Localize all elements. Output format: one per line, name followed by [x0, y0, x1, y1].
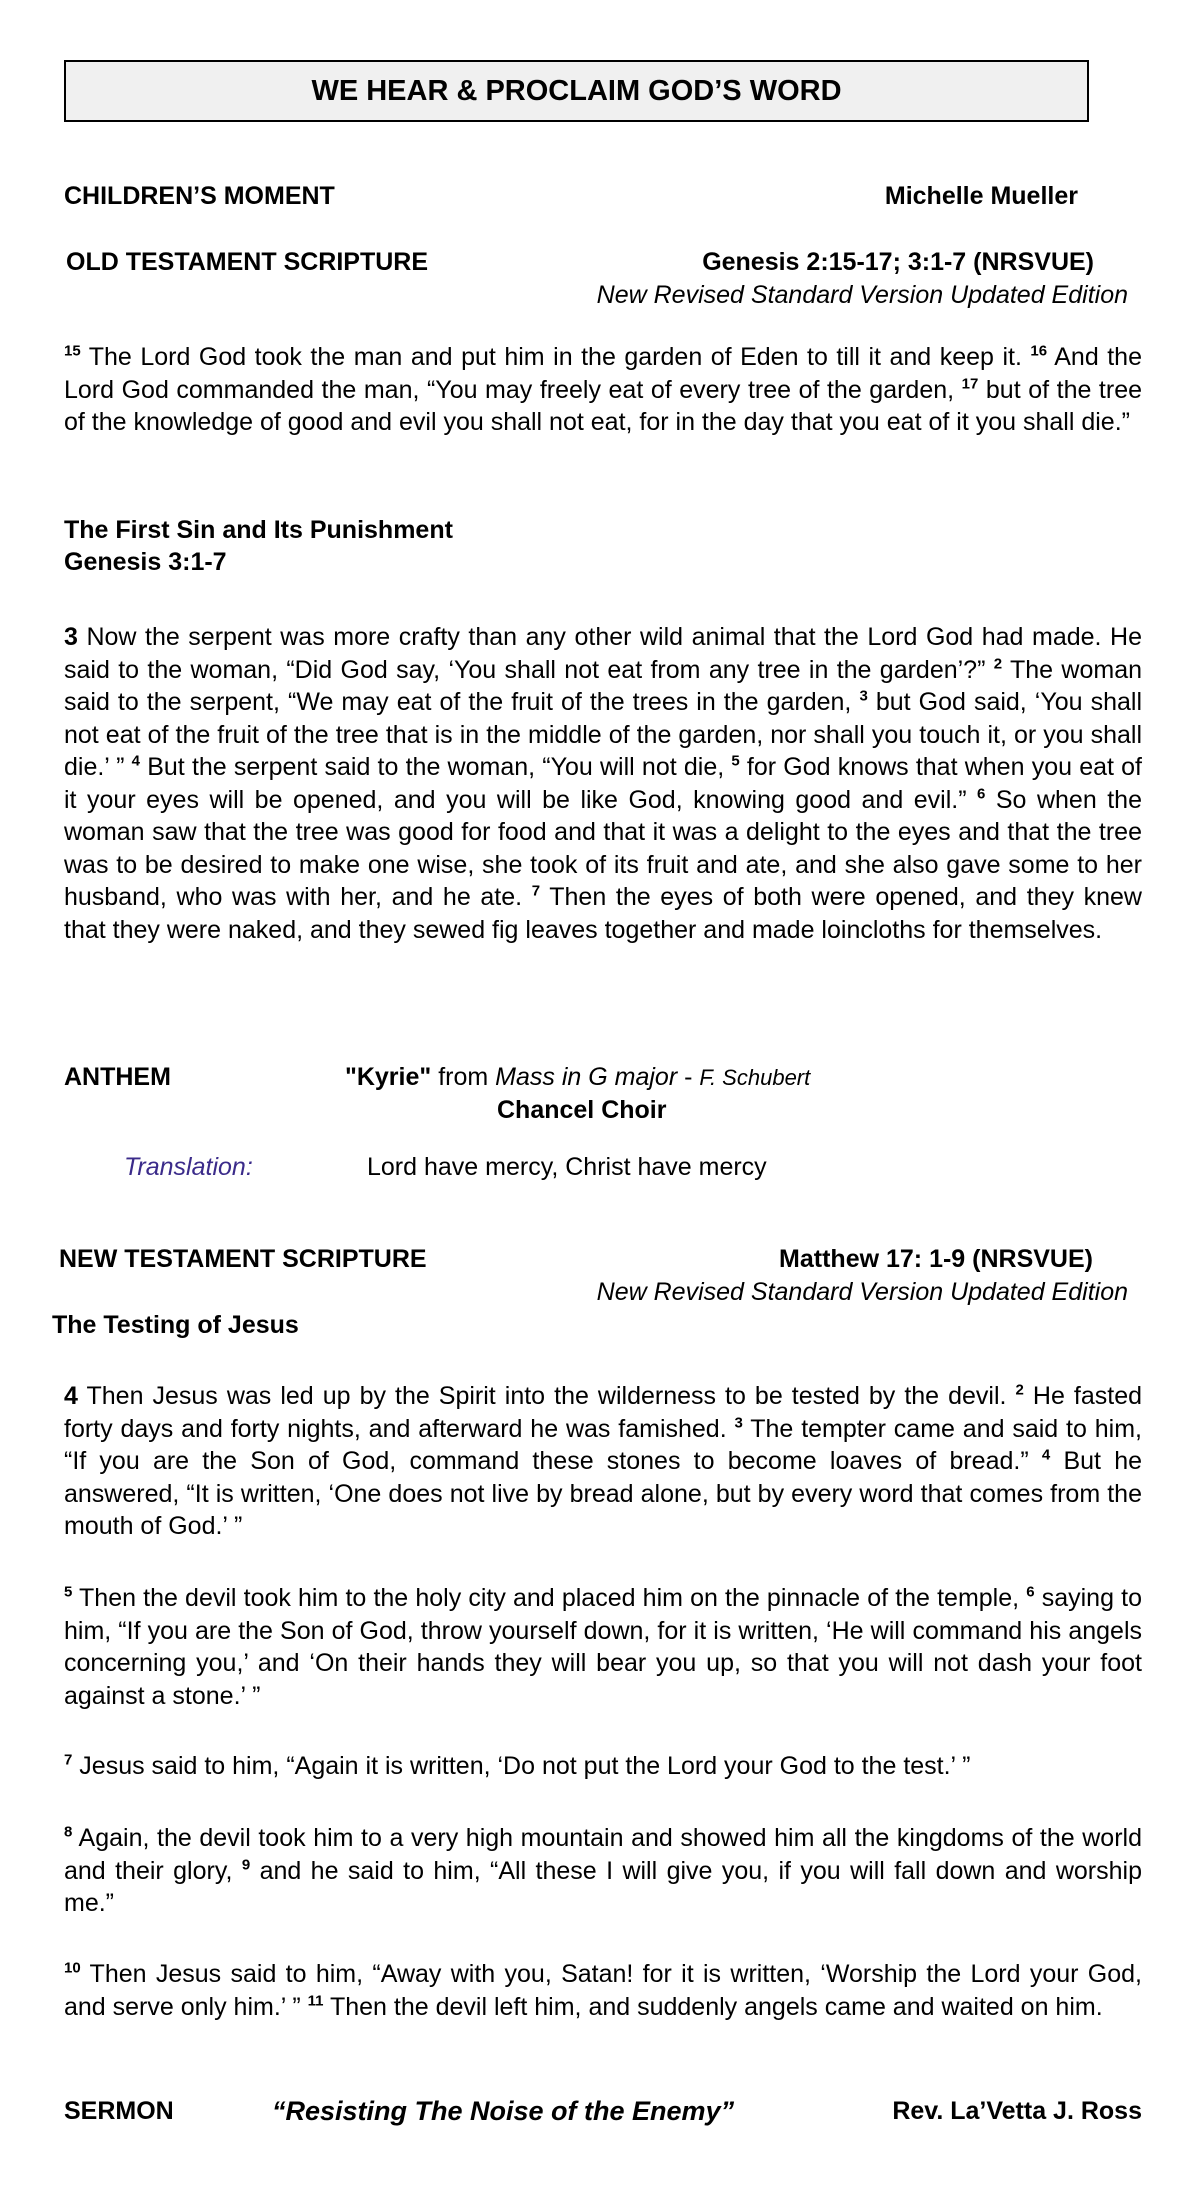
verse-text: But the serpent said to the woman, “You will not die,	[140, 753, 732, 781]
nt-label: NEW TESTAMENT SCRIPTURE	[59, 1245, 427, 1273]
nt-paragraph-5	[64, 1958, 1142, 2023]
verse-number: 3	[859, 687, 868, 705]
ot-paragraph-1	[64, 341, 1142, 439]
verse-text: The tempter came and said to him, “If you are the Son of God, command these stones to become loaves of bread.”	[64, 1414, 1142, 1475]
verse-number: 6	[977, 785, 986, 803]
childrens-moment-label: CHILDREN’S MOMENT	[64, 182, 335, 210]
verse-text: saying to him, “If you are the Son of God, throw yourself down, for it is written, ‘He will command his angels concerning you,’ and ‘On their hands they will bear you up, so that you will not dash your foot against a stone.’ ”	[64, 1584, 1142, 1710]
anthem-title: "Kyrie"	[345, 1063, 432, 1091]
nt-heading: The Testing of Jesus	[52, 1311, 299, 1339]
nt-paragraph-4	[64, 1822, 1142, 1920]
verse-number: 7	[64, 1751, 73, 1769]
ot-heading-reference: Genesis 3:1-7	[64, 548, 227, 576]
nt-reference: Matthew 17: 1-9 (NRSVUE)	[779, 1245, 1093, 1273]
verse-text: And the Lord God commanded the man, “You may freely eat of every tree of the garden,	[64, 343, 1142, 404]
anthem-work: Mass in G major	[495, 1063, 678, 1091]
verse-text: Jesus said to him, “Again it is written, ‘Do not put the Lord your God to the test.’ ”	[72, 1752, 971, 1780]
sermon-preacher: Rev. La’Vetta J. Ross	[892, 2097, 1142, 2125]
section-banner: WE HEAR & PROCLAIM GOD’S WORD	[64, 60, 1089, 122]
verse-number: 7	[531, 882, 541, 900]
ot-version: New Revised Standard Version Updated Edition	[596, 281, 1128, 309]
sermon-label: SERMON	[64, 2097, 174, 2125]
verse-text: Then Jesus was led up by the Spirit into the wilderness to be tested by the devil.	[77, 1382, 1016, 1410]
verse-text: and he said to him, “All these I will give you, if you will fall down and worship me.”	[64, 1856, 1142, 1917]
nt-paragraph-1	[64, 1380, 1142, 1543]
verse-number: 4	[1041, 1446, 1051, 1464]
verse-text: The woman said to the serpent, “We may eat of the fruit of the trees in the garden,	[64, 655, 1143, 716]
verse-number: 10	[64, 1959, 81, 1977]
verse-text: Then the devil left him, and suddenly angels came and waited on him.	[323, 1992, 1103, 2021]
childrens-moment-leader: Michelle Mueller	[884, 182, 1078, 210]
verse-text: Again, the devil took him to a very high mountain and showed him all the kingdoms of the world and their glory,	[64, 1824, 1142, 1885]
translation-label: Translation:	[124, 1153, 253, 1181]
verse-number: 15	[64, 342, 81, 360]
verse-text: So when the woman saw that the tree was good for food and that it was a delight to the eyes and that the tree was to be desired to make one wise, she took of its fruit and ate, and she also gave some to her husband, who was with her, and he ate.	[64, 785, 1142, 911]
verse-text: but of the tree of the knowledge of good and evil you shall not eat, for in the day that you eat of it you shall die.”	[64, 375, 1143, 436]
verse-number: 5	[731, 752, 740, 770]
ot-paragraph-2-body	[64, 623, 1142, 944]
childrens-moment-row	[64, 182, 1142, 211]
anthem-composer: F. Schubert	[699, 1065, 811, 1090]
ot-heading-title: The First Sin and Its Punishment	[64, 516, 453, 544]
verse-text: The Lord God took the man and put him in the garden of Eden to till it and keep it.	[80, 343, 1031, 371]
nt-version: New Revised Standard Version Updated Edition	[596, 1278, 1128, 1306]
verse-text: But he answered, “It is written, ‘One does not live by bread alone, but by every word that comes from the mouth of God.’ ”	[64, 1447, 1142, 1540]
ot-paragraph-2	[64, 621, 1142, 946]
verse-text: He fasted forty days and forty nights, and afterward he was famished.	[64, 1382, 1143, 1443]
anthem-label: ANTHEM	[64, 1063, 171, 1091]
verse-text: Then the eyes of both were opened, and they knew that they were naked, and they sewed fig leaves together and made loincloths for themselves.	[64, 883, 1142, 944]
verse-number: 4	[131, 752, 141, 770]
verse-text: Now the serpent was more crafty than any other wild animal that the Lord God had made. He said to the woman, “Did God say, ‘You shall not eat from any tree in the garden’?”	[64, 623, 1142, 684]
verse-number: 5	[64, 1583, 73, 1601]
verse-number: 8	[64, 1823, 73, 1841]
verse-number: 6	[1026, 1583, 1035, 1601]
verse-number: 2	[1015, 1381, 1024, 1399]
verse-text: for God knows that when you eat of it your eyes will be opened, and you will be like God, knowing good and evil.”	[64, 753, 1143, 814]
nt-paragraph-3	[64, 1750, 1142, 1783]
verse-number: 3	[734, 1414, 743, 1432]
verse-lead-number: 3	[64, 623, 78, 651]
ot-reference: Genesis 2:15-17; 3:1-7 (NRSVUE)	[702, 248, 1094, 276]
ot-header-row	[64, 248, 1142, 277]
anthem-from: from	[431, 1063, 496, 1091]
anthem-title-line	[345, 1063, 810, 1092]
sermon-title: “Resisting The Noise of the Enemy”	[272, 2096, 735, 2126]
verse-text: Then Jesus said to him, “Away with you, Satan! for it is written, ‘Worship the Lord your God, and serve only him.’ ”	[64, 1960, 1142, 2021]
verse-text: but God said, ‘You shall not eat of the fruit of the tree that is in the middle of the garden, nor shall you touch it, or you shall die.’ ”	[64, 688, 1143, 781]
verse-lead-number: 4	[64, 1382, 78, 1410]
nt-paragraph-2	[64, 1582, 1142, 1712]
nt-header-row	[59, 1245, 1137, 1274]
ot-label: OLD TESTAMENT SCRIPTURE	[66, 248, 429, 276]
verse-number: 2	[993, 655, 1003, 673]
nt-paragraph-1-body	[64, 1382, 1142, 1540]
anthem-performer: Chancel Choir	[497, 1096, 667, 1124]
translation-text: Lord have mercy, Christ have mercy	[367, 1153, 767, 1181]
anthem-dash: -	[677, 1063, 700, 1091]
verse-text: Then the devil took him to the holy city and placed him on the pinnacle of the temple,	[72, 1584, 1027, 1612]
verse-number: 16	[1030, 342, 1048, 360]
verse-number: 9	[241, 1856, 251, 1874]
verse-number: 11	[307, 1992, 324, 2010]
verse-number: 17	[961, 375, 979, 393]
